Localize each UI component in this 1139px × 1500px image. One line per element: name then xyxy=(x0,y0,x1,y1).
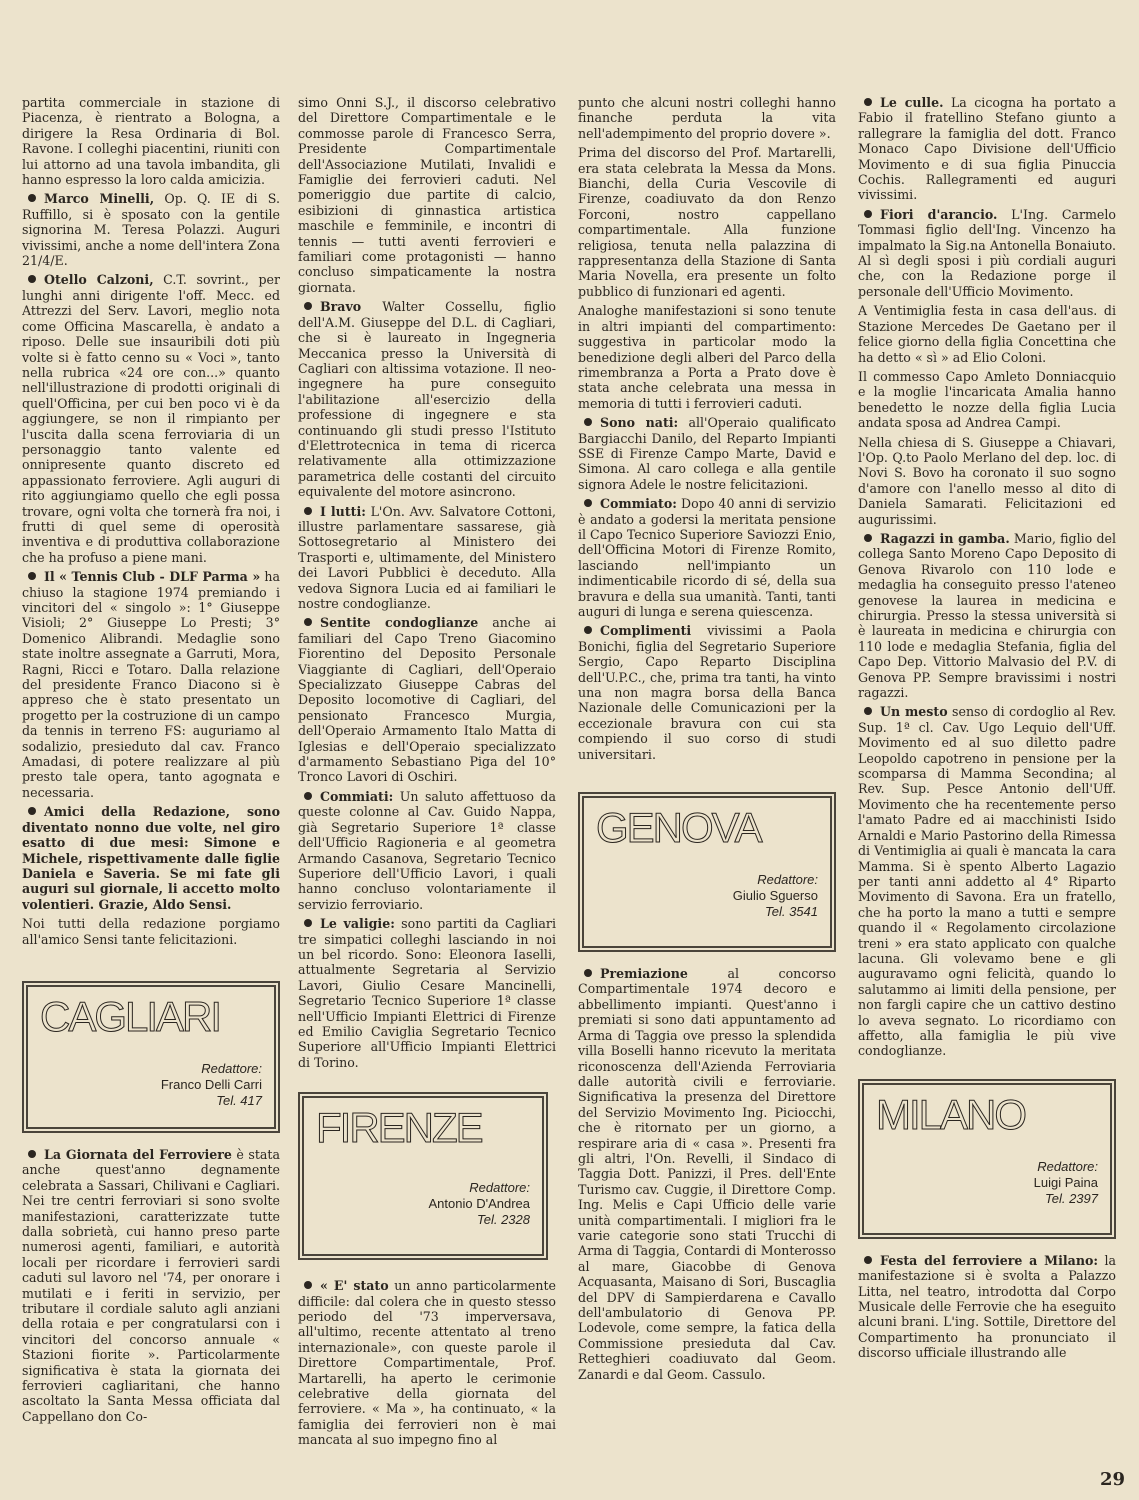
bullet-icon xyxy=(28,572,36,580)
bullet-icon xyxy=(864,534,872,542)
item-text: Dopo 40 anni di servizio è andato a godersi la meritata pensione il Capo Tecnico Superiore Saviozzi Enio, dell'Officina Motori di Firenze Romito, lasciando nell'impianto un indimenticabile ricordo di sé, della sua bravura e della sua umanità. Tanti, tanti auguri di lunga e serena quiescenza. xyxy=(578,496,836,619)
editor-label: Redattore: xyxy=(757,872,818,888)
section-title: GENOVA xyxy=(596,804,761,852)
news-item xyxy=(298,615,556,784)
column-3 xyxy=(578,95,836,1460)
column-1 xyxy=(22,95,280,1460)
editor-label: Redattore: xyxy=(1037,1158,1098,1174)
editor-tel: Tel. 2397 xyxy=(1044,1190,1098,1206)
news-item xyxy=(858,207,1116,299)
paragraph: A Ventimiglia festa in casa dell'aus. di Stazione Mercedes De Gaetano per il felice giorno della figlia Concettina che ha detto « sì » ad Elio Coloni. xyxy=(858,303,1116,365)
bullet-icon xyxy=(304,919,312,927)
news-item xyxy=(298,299,556,499)
news-item xyxy=(22,272,280,565)
item-lead: Un mesto xyxy=(880,704,948,720)
news-item xyxy=(858,1253,1116,1361)
paragraph: Il commesso Capo Amleto Donniacquio e la moglie l'incaricata Amalia hanno benedetto le nozze della figlia Lucia andata sposa ad Andrea Campi. xyxy=(858,368,1116,431)
item-text: la manifestazione si è svolta a Palazzo Litta, nel teatro, introdotta dal Corpo Musicale delle Ferrovie che ha eseguito alcuni brani. L'ing. Sottile, Direttore del Compartimento ha pronunciato il discorso ufficiale illustrando alle xyxy=(858,1252,1116,1361)
bullet-icon xyxy=(28,1150,36,1158)
item-lead: I lutti: xyxy=(320,503,366,519)
editor-name: Luigi Paina xyxy=(1033,1174,1098,1190)
news-item xyxy=(298,504,556,612)
bullet-icon xyxy=(584,969,592,977)
editor-info xyxy=(316,1180,530,1228)
item-text: vivissimi a Paola Bonichi, figlia del Segretario Superiore Sergio, Capo Reparto Disciplina dell'U.P.C., che, prima tra tanti, ha vinto una non magra borsa della Banca Nazionale delle Comunicazioni per la eccezionale bravura con cui sta compiendo il suo corso di studi universitari. xyxy=(578,623,836,762)
editor-tel: Tel. 417 xyxy=(216,1092,262,1108)
news-item xyxy=(298,916,556,1070)
editor-info xyxy=(40,1061,262,1109)
section-header-cagliari xyxy=(22,981,280,1133)
item-text: anche ai familiari del Capo Treno Giacomino Fiorentino del Deposito Personale Viaggiante di Cagliari, dell'Operaio Specializzato Giuseppe Cabras del Deposito locomotive di Cagliari, del pensionato Francesco Murgia, dell'Operaio Armamento Italo Matta di Iglesias e dell'Operaio specializzato d'armamento Sebastiano Piga del 10° Tronco Lavori di Oschiri. xyxy=(298,615,556,785)
bullet-icon xyxy=(28,194,36,202)
section-title: CAGLIARI xyxy=(40,992,221,1040)
item-text: C.T. sovrint., per lunghi anni dirigente l'off. Mecc. ed Attrezzi del Serv. Lavori, meglio nota come Officina Mascarella, è andato a riposo. Delle sue insauribili doti più volte si è fatto cenno su « Voci », tanto nella rubrica «24 ore con...» quanto nell'illustrazione di prodotti originali di quell'Officina, per cui ben poco vi è da aggiungere, se non il rimpianto per l'uscita dalla scena ferroviaria di un personaggio tanto valente ed onnipresente quanto discreto ed appassionato ferroviere. Agli auguri di rito aggiungiamo quello che egli possa trovare, ogni volta che tornerà fra noi, i frutti di quel seme di operosità inventiva e di produttiva collaborazione che ha profuso a piene mani. xyxy=(22,272,280,565)
item-text: ha chiuso la stagione 1974 premiando i vincitori del « singolo »: 1° Giuseppe Visioli; 2° Giuseppe Lo Presti; 3° Domenico Alibrandi. Medaglie sono state inoltre assegnate a Garruti, Mora, Ragni, Ricci e Totaro. Dalla relazione del presidente Franco Diacono si è appreso che è stato presentato un progetto per la costruzione di un campo da tennis in terreno FS: auguriamo al sodalizio, presieduto dal cav. Franco Amadasi, di potere realizzare al più presto tale opera, tanto agognata e necessaria. xyxy=(22,569,280,800)
column-4 xyxy=(858,95,1116,1460)
news-item xyxy=(22,191,280,268)
bullet-icon xyxy=(864,210,872,218)
item-text: senso di cordoglio al Rev. Sup. 1ª cl. Cav. Ugo Lequio dell'Uff. Movimento ed al suo diletto padre Leopoldo capotreno in pensione per la scomparsa di Mamma Secondina; al Rev. Sup. Pesce Antonio dell'Uff. Movimento che ha recentemente perso l'amato Padre ed ai macchinisti Isido Arnaldi e Mario Pastorino della Rimessa di Ventimiglia ai quali è mancata la cara Mamma. Si è spento Alberto Lagazio per tanti anni addetto al 4° Riparto Movimento di Savona. Era un fratello, che ha porto la mano a tutti e sempre quando il « Regolamento circolazione treni » era stato applicato con qualche lacuna. Gli volevamo bene e gli auguravamo ogni felicità, quando lo salutammo ai limiti della pensione, per non fargli capire che un cattivo destino lo aveva segnato. Lo ricordiamo con affetto, alla famiglia le più vive condoglianze. xyxy=(858,704,1116,1059)
news-item xyxy=(858,704,1116,1058)
news-item xyxy=(578,966,836,1382)
bullet-icon xyxy=(584,499,592,507)
item-text: Un saluto affettuoso da queste colonne al Cav. Guido Nappa, già Segretario Superiore 1ª classe dell'Ufficio Ragioneria e al geometra Armando Casanova, Segretario Tecnico Superiore dell'Ufficio Lavori, i quali hanno concluso volontariamente il servizio ferroviario. xyxy=(298,788,556,912)
news-item xyxy=(858,95,1116,203)
item-lead: Il « Tennis Club - DLF Parma » xyxy=(44,569,261,585)
paragraph: partita commerciale in stazione di Piacenza, è rientrato a Bologna, a dirigere la Resa Ordinaria di Bol. Ravone. I colleghi piacentini, riuniti con lui attorno ad una tavola imbandita, gli hanno espresso la loro calda amicizia. xyxy=(22,95,280,188)
column-2 xyxy=(298,95,556,1460)
item-lead: Fiori d'arancio. xyxy=(880,206,998,222)
bullet-icon xyxy=(28,275,36,283)
section-header-firenze xyxy=(298,1092,548,1260)
item-lead: Le valigie: xyxy=(320,916,395,932)
bullet-icon xyxy=(864,98,872,106)
bullet-icon xyxy=(864,1256,872,1264)
item-lead: « E' stato xyxy=(320,1278,389,1294)
item-text: L'On. Avv. Salvatore Cottoni, illustre parlamentare sassarese, già Sottosegretario al Ministero dei Trasporti e, ultimamente, del Ministero dei Lavori Pubblici è deceduto. Alla vedova Signora Lucia ed ai familiari le nostre condoglianze. xyxy=(298,503,556,611)
item-text: Mario, figlio del collega Santo Moreno Capo Deposito di Genova Rivarolo con 110 lode e medaglia ha conseguito presso l'ateneo genovese la laurea in medicina e chirurgia. Presso la stessa università si è laureata in medicina e chirurgia con 110 lode e medaglia Stefania, figlia del Capo Dep. Vittorio Malvasio del P.V. di Genova PP. Sempre bravissimi i nostri ragazzi. xyxy=(858,530,1116,701)
bullet-icon xyxy=(304,302,312,310)
item-lead: Commiato: xyxy=(600,496,677,512)
editor-name: Giulio Sguerso xyxy=(732,888,818,904)
news-item xyxy=(22,1147,280,1424)
section-header-milano xyxy=(858,1079,1116,1239)
paragraph: simo Onni S.J., il discorso celebrativo del Direttore Compartimentale e le commosse parole di Francesco Serra, Presidente Compartimentale dell'Associazione Mutilati, Invalidi e Famiglie dei ferrovieri caduti. Nel pomeriggio due partite di calcio, esibizioni di ginnastica artistica maschile e femminile, e incontri di tennis — tutti aventi ferrovieri e familiari come protagonisti — hanno concluso simpaticamente la nostra giornata. xyxy=(298,95,556,295)
news-item xyxy=(858,531,1116,700)
bullet-icon xyxy=(304,618,312,626)
item-lead: Amici della Redazione, sono diventato nonno due volte, nel giro esatto di due mesi: Simone e Michele, rispettivamente dalle figlie Daniela e Saveria. Se mi fate gli auguri sul giornale, li accetto molto volentieri. Grazie, Aldo Sensi. xyxy=(22,804,280,912)
news-item xyxy=(298,1278,556,1447)
item-text: al concorso Compartimentale 1974 decoro e abbellimento impianti. Quest'anno i premiati si sono dati appuntamento ad Arma di Taggia ove presso la splendida villa Boselli hanno ricevuto la meritata riconoscenza dell'Azienda Ferroviaria dalle autorità civili e ferroviarie. Significativa la presenza del Direttore del Servizio Movimento Ing. Piciocchi, che è ritornato per un giorno, a respirare aria di « casa ». Presenti fra gli altri, l'On. Revelli, il Sindaco di Taggia Dott. Panizzi, il Pres. dell'Ente Turismo cav. Cuggie, il Direttore Comp. Ing. Melis e Capi Ufficio delle varie unità compartimentali. I migliori fra le varie categorie sono stati Trucchi di Arma di Taggia, Contardi di Monterosso al mare, Giacobbe di Genova Acquasanta, Maisano di Sori, Buscaglia del DPV di Sampierdarena e Cavallo dell'ambulatorio di Genova PP. Lodevole, come sempre, la fatica della Commissione presieduta dal Cav. Retteghieri coadiuvato dal Geom. Zanardi e dal Geom. Cassulo. xyxy=(578,966,836,1382)
bullet-icon xyxy=(304,1281,312,1289)
editor-info xyxy=(596,872,818,920)
item-text: è stata anche quest'anno degnamente celebrata a Sassari, Chilivani e Cagliari. Nei tre centri ferroviari si sono svolte manifestazioni, caratterizzate tutte dalla sobrietà, cui hanno preso parte numerosi agenti, familiari, e autorità locali per ricordare i ferrovieri sardi caduti sul lavoro nel '74, per onorare i mutilati e i feriti in servizio, per tributare il cordiale saluto agli anziani della rotaia e per congratularsi con i vincitori del concorso annuale « Stazioni fiorite ». Particolarmente significativa è stata la giornata dei ferrovieri cagliaritani, che hanno ascoltato la Santa Messa officiata dal Cappellano don Co- xyxy=(22,1146,280,1424)
news-item xyxy=(578,623,836,762)
item-lead: Marco Minelli, xyxy=(44,191,155,207)
paragraph: Nella chiesa di S. Giuseppe a Chiavari, l'Op. Q.to Paolo Merlano del dep. loc. di Novi S. Bovo ha coronato il suo sogno d'amore con l'anello messo al dito di Daniela Samarati. Felicitazioni ed augurissimi. xyxy=(858,434,1116,527)
news-item xyxy=(578,496,836,619)
news-item xyxy=(298,789,556,912)
item-lead: Commiati: xyxy=(320,788,394,804)
item-lead: Bravo xyxy=(320,299,362,315)
item-lead: Ragazzi in gamba. xyxy=(880,530,1010,546)
item-text: un anno particolarmente difficile: dal colera che in questo stesso periodo del '73 imperversava, all'ultimo, recente attentato al treno internazionale», con queste parole il Direttore Compartimentale, Prof. Martarelli, ha aperto le cerimonie celebrative della giornata del ferroviere. « Ma », ha continuato, « la famiglia dei ferrovieri non è mai mancata al suo impegno fino al xyxy=(298,1278,556,1448)
paragraph: punto che alcuni nostri colleghi hanno finanche perduta la vita nell'adempimento del proprio dovere ». xyxy=(578,95,836,141)
bullet-icon xyxy=(864,707,872,715)
editor-label: Redattore: xyxy=(201,1060,262,1076)
editor-info xyxy=(876,1159,1098,1207)
item-lead: Sentite condoglianze xyxy=(320,615,479,631)
item-lead: La Giornata del Ferroviere xyxy=(44,1146,232,1162)
page-number: 29 xyxy=(1099,1469,1125,1490)
editor-name: Franco Delli Carri xyxy=(160,1076,262,1092)
bullet-icon xyxy=(304,507,312,515)
item-lead: Sono nati: xyxy=(600,415,679,431)
bullet-icon xyxy=(28,807,36,815)
item-text: Op. Q. IE di S. Ruffillo, si è sposato con la gentile signorina M. Teresa Polazzi. Auguri vivissimi, anche a nome dell'intera Zona 21/4/E. xyxy=(22,191,280,269)
item-lead: Le culle. xyxy=(880,95,944,110)
item-lead: Festa del ferroviere a Milano: xyxy=(880,1252,1099,1268)
section-title: FIRENZE xyxy=(316,1104,482,1152)
news-item xyxy=(22,804,280,912)
bullet-icon xyxy=(584,626,592,634)
section-title: MILANO xyxy=(876,1090,1026,1138)
item-text: all'Operaio qualificato Bargiacchi Danilo, del Reparto Impianti SSE di Firenze Campo Marte, David e Simona. Al caro collega e alla gentile signora Adele le nostre felicitazioni. xyxy=(578,415,836,492)
editor-label: Redattore: xyxy=(469,1180,530,1196)
editor-name: Antonio D'Andrea xyxy=(428,1196,530,1212)
item-lead: Premiazione xyxy=(600,966,688,982)
section-header-genova xyxy=(578,792,836,952)
editor-tel: Tel. 3541 xyxy=(764,904,818,920)
bullet-icon xyxy=(304,792,312,800)
paragraph: Prima del discorso del Prof. Martarelli, era stata celebrata la Messa da Mons. Bianchi, della Curia Vescovile di Firenze, coadiuvato da don Renzo Forconi, nostro cappellano compartimentale. Alla funzione religiosa, tenuta nella palazzina di rappresentanza della Stazione di Santa Maria Novella, era presente un folto pubblico di funzionari ed agenti. xyxy=(578,145,836,299)
item-lead: Complimenti xyxy=(600,623,692,639)
item-text: Walter Cossellu, figlio dell'A.M. Giuseppe del D.L. di Cagliari, che si è laureato in Ingegneria Meccanica presso la Università di Cagliari con altissima votazione. Il neo-ingegnere ha pure conseguito l'abilitazione all'esercizio della professione di ingegnere e sta continuando gli studi presso l'Istituto d'Elettrotecnica in tema di ricerca relativamente alla ottimizzazione parametrica delle costanti del circuito equivalente del motore asincrono. xyxy=(298,299,556,500)
bullet-icon xyxy=(584,418,592,426)
news-item xyxy=(22,569,280,800)
paragraph: Analoghe manifestazioni si sono tenute in altri impianti del compartimento: suggestiva in particolar modo la benedizione degli alberi del Parco della rimembranza a Porta a Prato dove è stata anche celebrata una messa in memoria di tutti i ferrovieri caduti. xyxy=(578,303,836,411)
item-text: L'Ing. Carmelo Tommasi figlio dell'Ing. Vincenzo ha impalmato la Sig.na Antonella Bonaiuto. Al sì degli sposi i più cordiali auguri che, con la Redazione porge il personale dell'Ufficio Movimento. xyxy=(858,206,1116,299)
editor-tel: Tel. 2328 xyxy=(476,1212,530,1228)
item-text: sono partiti da Cagliari tre simpatici colleghi lasciando in noi un bel ricordo. Sono: Eleonora Iaselli, attualmente Segretaria al Servizio Lavori, Giulio Cesare Mancinelli, Segretario Tecnico Superiore 1ª classe nell'Ufficio Impianti Elettrici di Firenze ed Emilio Caviglia Segretario Tecnico Superiore all'Ufficio Impianti Elettrici di Torino. xyxy=(298,916,556,1070)
item-lead: Otello Calzoni, xyxy=(44,272,154,288)
paragraph: Noi tutti della redazione porgiamo all'amico Sensi tante felicitazioni. xyxy=(22,916,280,947)
news-item xyxy=(578,415,836,492)
item-text: La cicogna ha portato a Fabio il fratellino Stefano giunto a rallegrare la famiglia del dott. Franco Monaco Capo Divisione dell'Ufficio Movimento e di sua figlia Pinuccia Cochis. Rallegramenti ed auguri vivissimi. xyxy=(858,95,1116,203)
